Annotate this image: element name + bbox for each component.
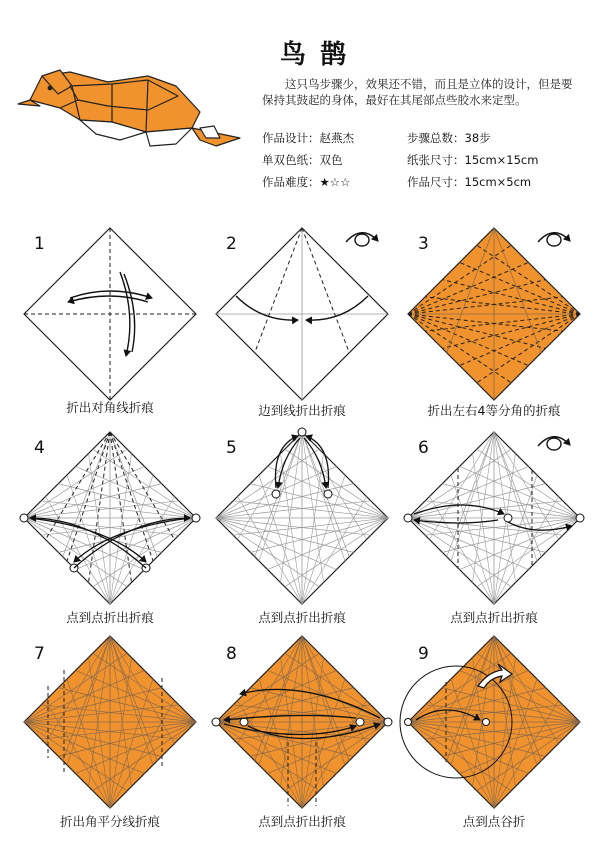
step-1-number: 1	[34, 234, 45, 254]
step-4-caption: 点到点折出折痕	[66, 610, 154, 625]
step-2-diagram	[216, 228, 388, 400]
step-9-number: 9	[418, 644, 429, 664]
reference-point	[240, 718, 248, 726]
step-5-diagram	[216, 428, 388, 604]
description-text: 这只鸟步骤少，效果还不错，而且是立体的设计，但是要保持其鼓起的身体，最好在其尾部点些胶水来定型。	[262, 77, 573, 107]
step-9-caption: 点到点谷折	[462, 814, 526, 829]
reference-point	[504, 514, 512, 522]
reference-point	[576, 514, 584, 522]
size-value: 15cm×5cm	[464, 175, 532, 189]
reference-point	[384, 718, 392, 726]
step-3-diagram	[408, 228, 580, 400]
reference-point	[405, 719, 412, 726]
reference-point	[272, 490, 280, 498]
flip-over-icon	[547, 234, 561, 246]
reference-point	[212, 718, 220, 726]
color-value: 双色	[319, 153, 343, 167]
step-9-diagram	[400, 636, 580, 808]
flip-over-icon	[547, 438, 561, 450]
step-6-diagram	[404, 432, 584, 604]
step-2-number: 2	[226, 234, 237, 254]
reference-point	[324, 490, 332, 498]
size-label: 作品尺寸：	[407, 175, 465, 189]
step-1-diagram	[24, 228, 196, 400]
step-4-number: 4	[34, 438, 45, 458]
reference-point	[483, 719, 490, 726]
paper-label: 纸张尺寸：	[407, 153, 465, 167]
step-3-caption: 折出左右4等分角的折痕	[427, 403, 561, 418]
step-7-caption: 折出角平分线折痕	[59, 814, 160, 829]
step-3-number: 3	[418, 234, 429, 254]
step-7-number: 7	[34, 644, 45, 664]
page-title: 鸟鹊	[279, 40, 360, 70]
paper-value: 15cm×15cm	[464, 153, 539, 167]
step-4-diagram	[20, 432, 200, 604]
step-7-diagram	[24, 636, 196, 808]
step-8-number: 8	[226, 644, 237, 664]
step-5-number: 5	[226, 438, 237, 458]
step-8-diagram	[212, 636, 392, 808]
difficulty-value: ★☆☆	[319, 175, 351, 189]
steps-label: 步骤总数：	[407, 131, 465, 145]
step-1-caption: 折出对角线折痕	[66, 400, 154, 415]
flip-over-icon	[355, 234, 369, 246]
reference-point	[192, 514, 200, 522]
reference-point	[404, 514, 412, 522]
designer-value: 赵燕杰	[319, 131, 354, 145]
step-2-caption: 边到线折出折痕	[258, 403, 346, 418]
step-6-number: 6	[418, 438, 429, 458]
difficulty-label: 作品难度：	[262, 175, 320, 189]
steps-value: 38步	[464, 131, 491, 145]
reference-point	[20, 514, 28, 522]
step-8-caption: 点到点折出折痕	[258, 814, 346, 829]
reference-point	[356, 718, 364, 726]
reference-point	[298, 428, 306, 436]
color-label: 单双色纸：	[262, 153, 320, 167]
step-5-caption: 点到点折出折痕	[258, 610, 346, 625]
step-6-caption: 点到点折出折痕	[450, 610, 538, 625]
designer-label: 作品设计：	[262, 131, 320, 145]
